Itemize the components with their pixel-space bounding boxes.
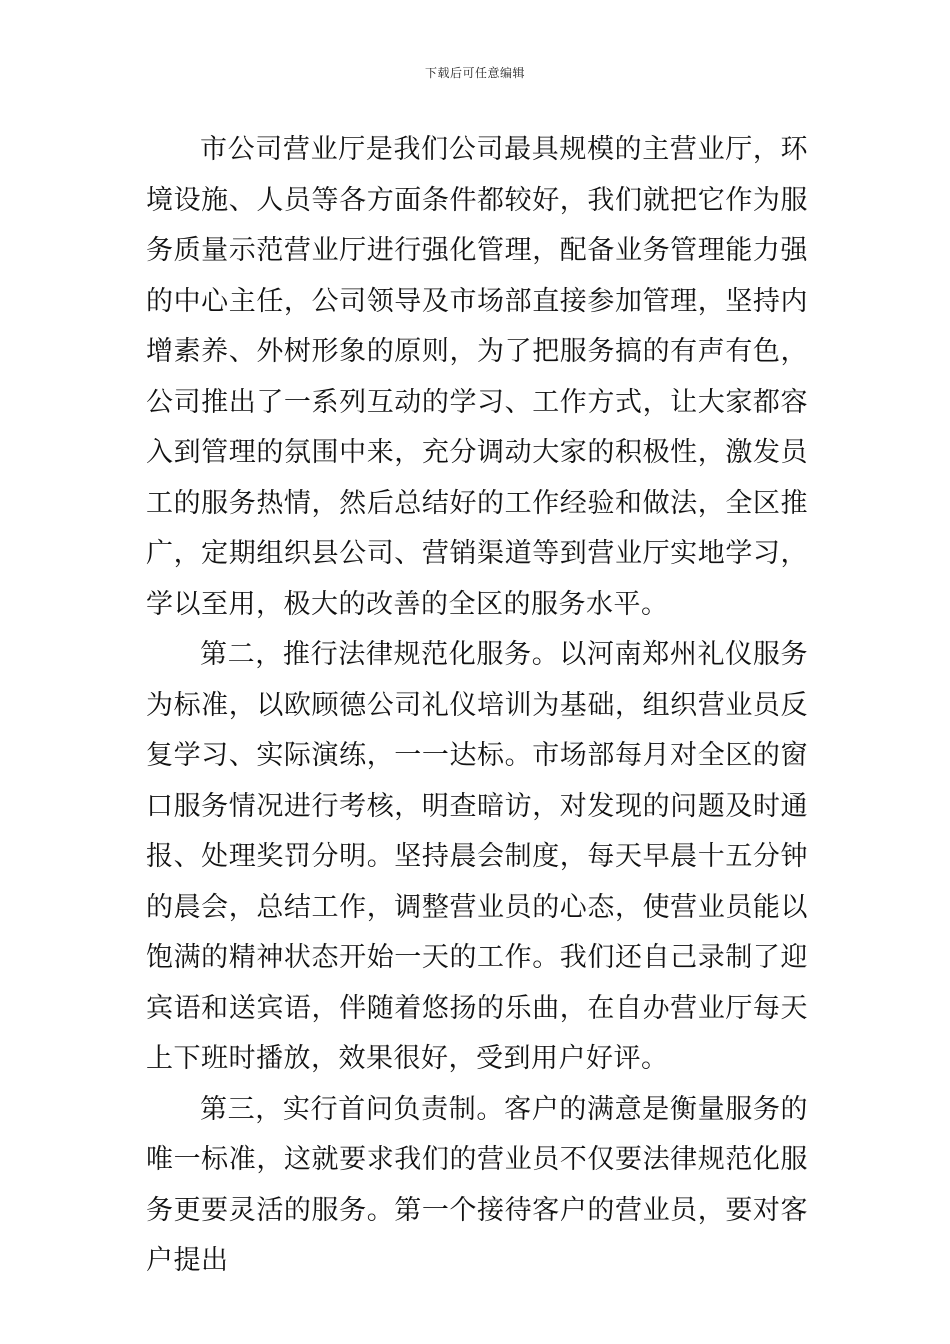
paragraph-standardized-service: 第二，推行法律规范化服务。以河南郑州礼仪服务为标准，以欧顾德公司礼仪培训为基础，组织营业员反复学习、实际演练，一一达标。市场部每月对全区的窗口服务情况进行考核，明查暗访，对发现的问题及时通报、处理奖罚分明。坚持晨会制度，每天早晨十五分钟的晨会，总结工作，调整营业员的心态，使营业员能以饱满的精神状态开始一天的工作。我们还自己录制了迎宾语和送宾语，伴随着悠扬的乐曲，在自办营业厅每天上下班时播放，效果很好，受到用户好评。 (146, 639, 808, 1074)
page-header: 下载后可任意编辑 (424, 66, 525, 80)
document-body (146, 125, 808, 1287)
paragraph-service-hall: 市公司营业厅是我们公司最具规模的主营业厅，环境设施、人员等各方面条件都较好，我们就把它作为服务质量示范营业厅进行强化管理，配备业务管理能力强的中心主任，公司领导及市场部直接参加管理，坚持内增素养、外树形象的原则，为了把服务搞的有声有色，公司推出了一系列互动的学习、工作方式，让大家都容入到管理的氛围中来，充分调动大家的积极性，激发员工的服务热情，然后总结好的工作经验和做法，全区推广，定期组织县公司、营销渠道等到营业厅实地学习，学以至用，极大的改善的全区的服务水平。 (146, 134, 808, 620)
paragraph-first-inquiry-responsibility: 第三，实行首问负责制。客户的满意是衡量服务的唯一标准，这就要求我们的营业员不仅要法律规范化服务更要灵活的服务。第一个接待客户的营业员，要对客户提出 (146, 1093, 808, 1276)
